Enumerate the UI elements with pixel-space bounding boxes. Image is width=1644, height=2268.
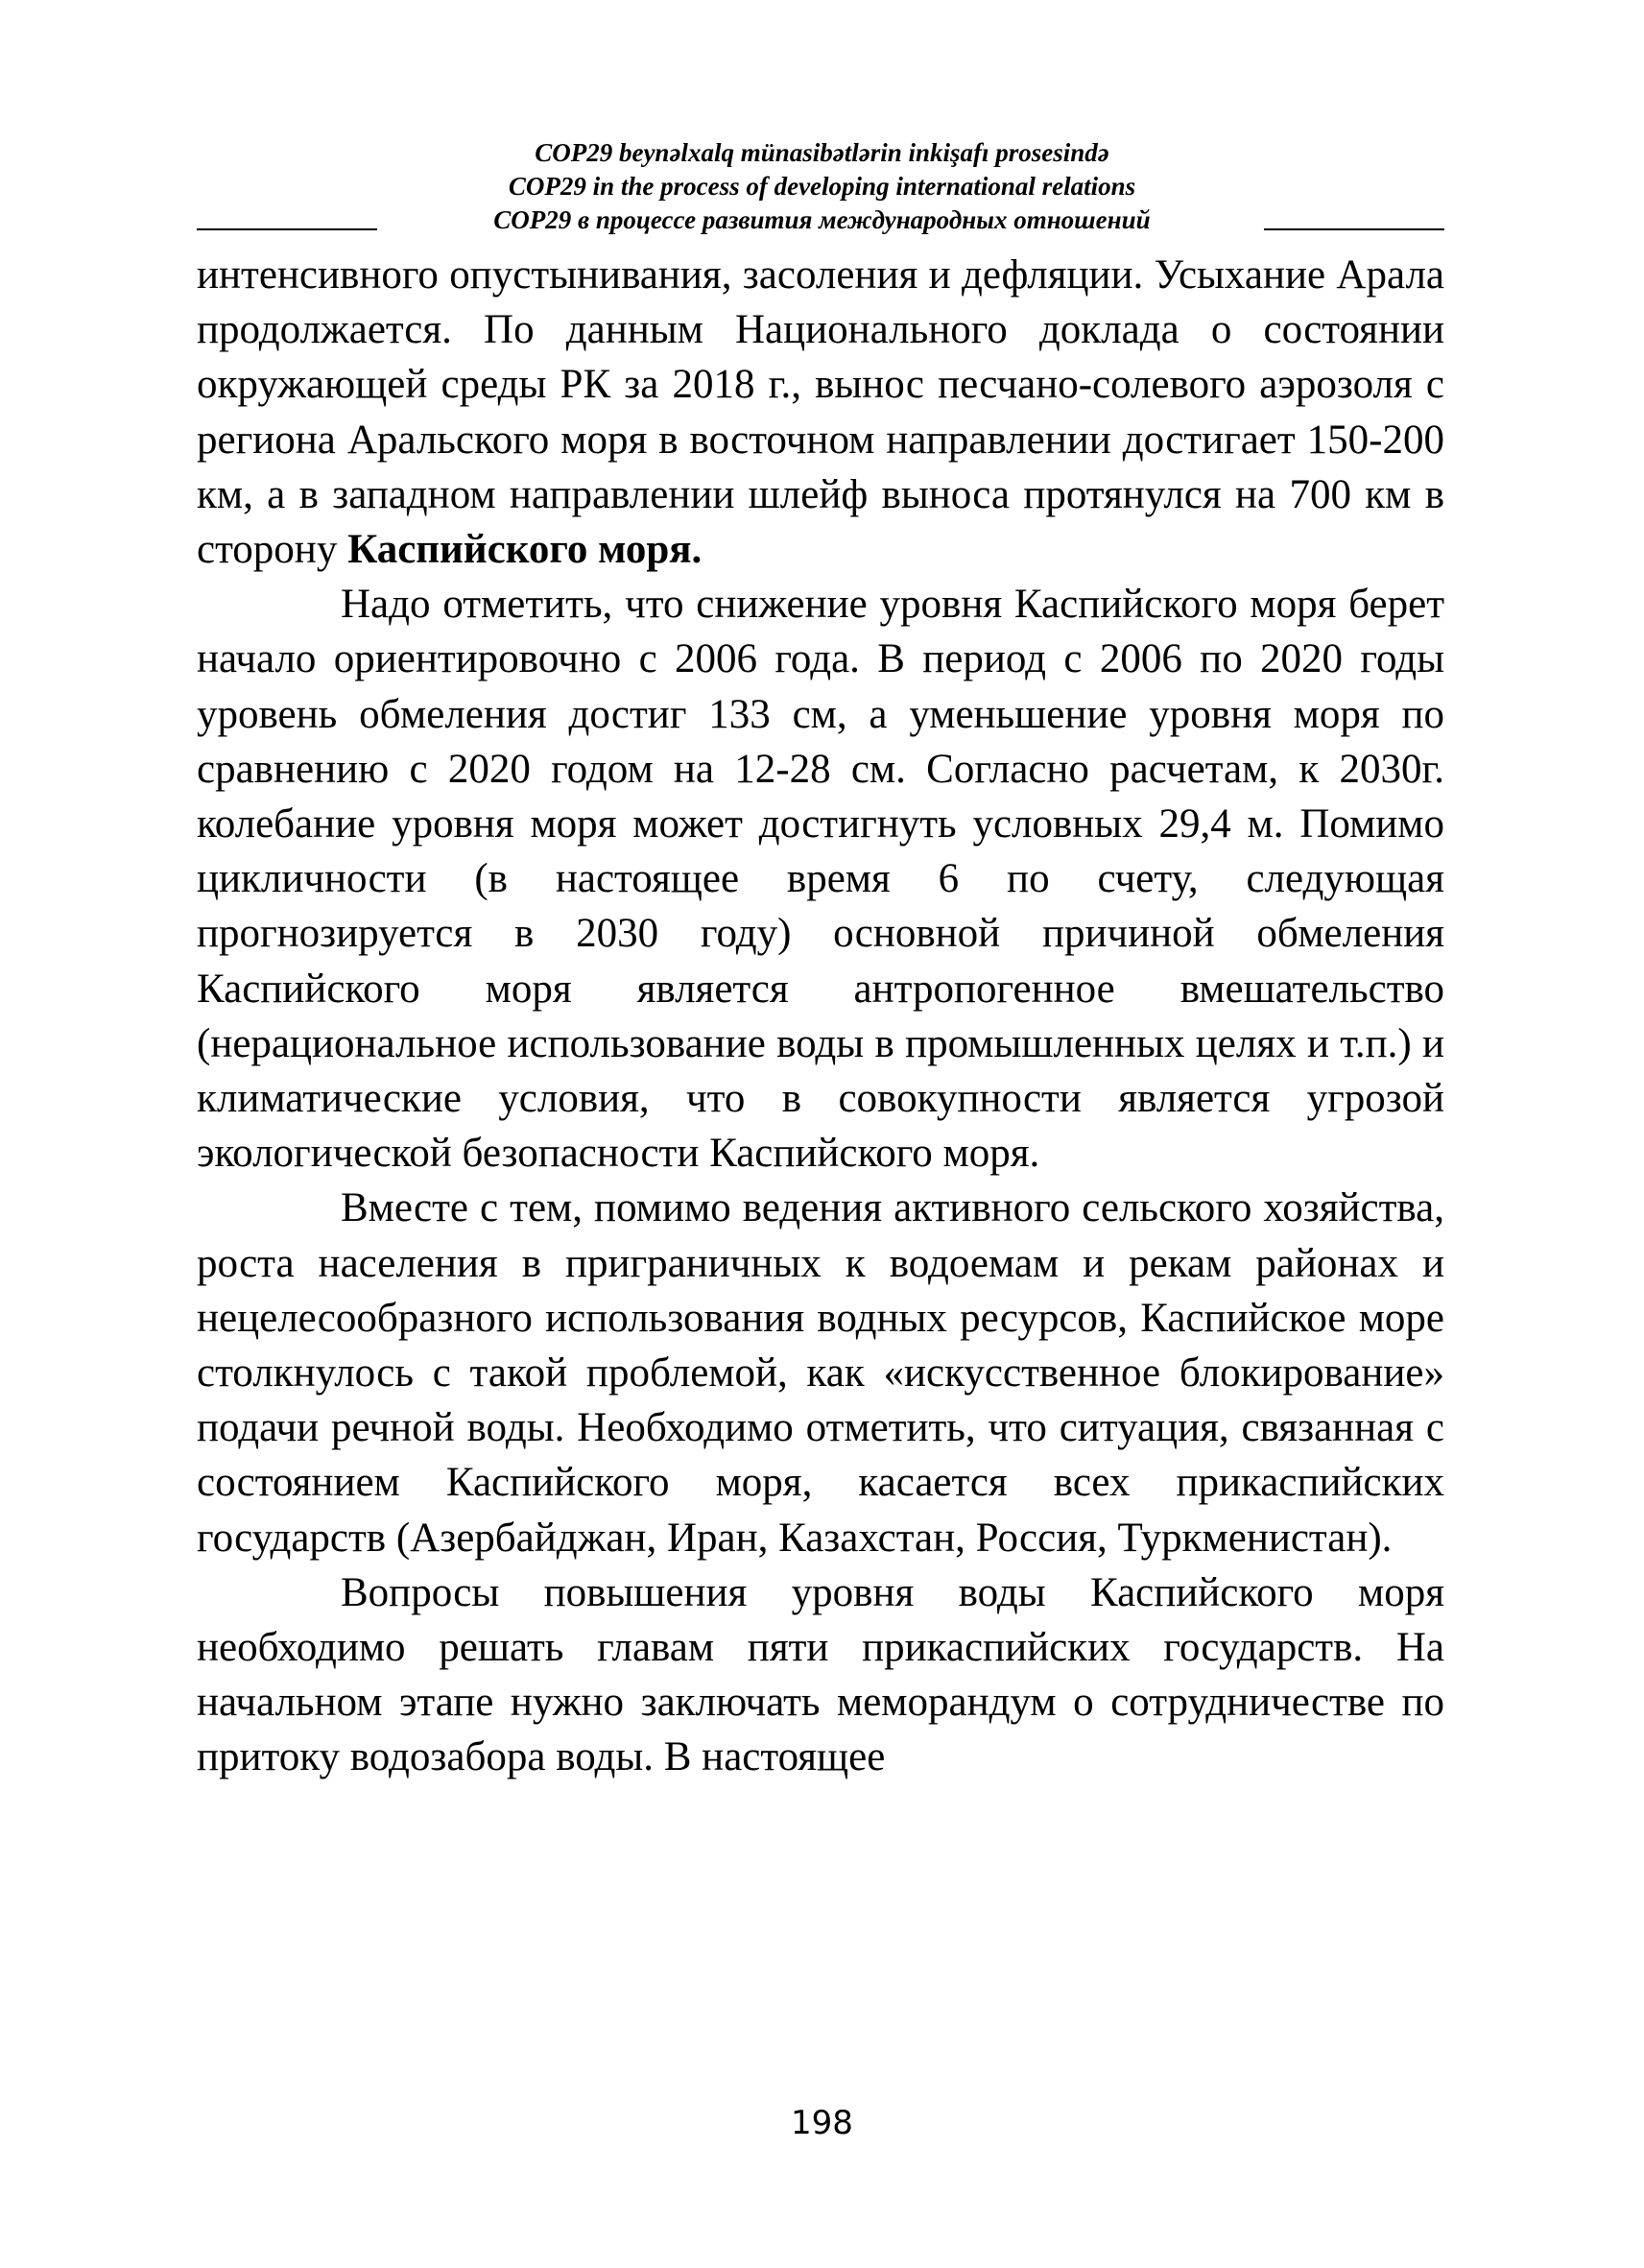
header-title-en: COP29 in the process of developing international relations (508, 172, 1136, 201)
paragraph-4: Вопросы повышения уровня воды Каспийского моря необходимо решать главам пяти прикаспийских государств. На начальном этапе нужно заключать меморандум о сотрудничестве по притоку водозабора воды. В настоящее (197, 1569, 1444, 1780)
paragraph-1 (197, 248, 1444, 577)
page-number: 198 (791, 2104, 853, 2142)
header-rule-left (197, 228, 377, 230)
paragraph-2: Надо отметить, что снижение уровня Каспийского моря берет начало ориентировочно с 2006 года. В период с 2006 по 2020 годы уровень обмеления достиг 133 см, а уменьшение уровня моря по сравнению с 2020 годом на 12-28 см. Согласно расчетам, к 2030г. колебание уровня моря может достигнуть условных 29,4 м. Помимо цикличности (в настоящее время 6 по счету, следующая прогнозируется в 2030 году) основной причиной обмеления Каспийского моря является антропогенное вмешательство (нерациональное использование воды в промышленных целях и т.п.) и климатические условия, что в совокупности является угрозой экологической безопасности Каспийского моря. (197, 582, 1444, 1177)
paragraph-1-bold: Каспийского моря. (347, 527, 703, 573)
running-header (0, 136, 1644, 237)
paragraph-1-text: интенсивного опустынивания, засоления и дефляции. Усыхание Арала продолжается. По данным Национального доклада о состоянии окружающей среды РК за 2018 г., вынос песчано-солевого аэрозоля с региона Аральского моря в восточном направлении достигает 150-200 км, а в западном направлении шлейф выноса протянулся на 700 км в сторону (197, 252, 1444, 573)
paragraph-3: Вместе с тем, помимо ведения активного сельского хозяйства, роста населения в приграничных к водоемам и рекам районах и нецелесообразного использования водных ресурсов, Каспийское море столкнулось с такой проблемой, как «искусственное блокирование» подачи речной воды. Необходимо отметить, что ситуация, связанная с состоянием Каспийского моря, касается всех прикаспийских государств (Азербайджан, Иран, Казахстан, Россия, Туркменистан). (197, 1185, 1444, 1561)
header-rule-right (1264, 228, 1444, 230)
body-text (197, 248, 1444, 1785)
header-title-ru: COP29 в процессе развития международных отношений (493, 205, 1151, 234)
header-title-az: COP29 beynəlxalq münasibətlərin inkişafı prosesində (535, 138, 1109, 167)
